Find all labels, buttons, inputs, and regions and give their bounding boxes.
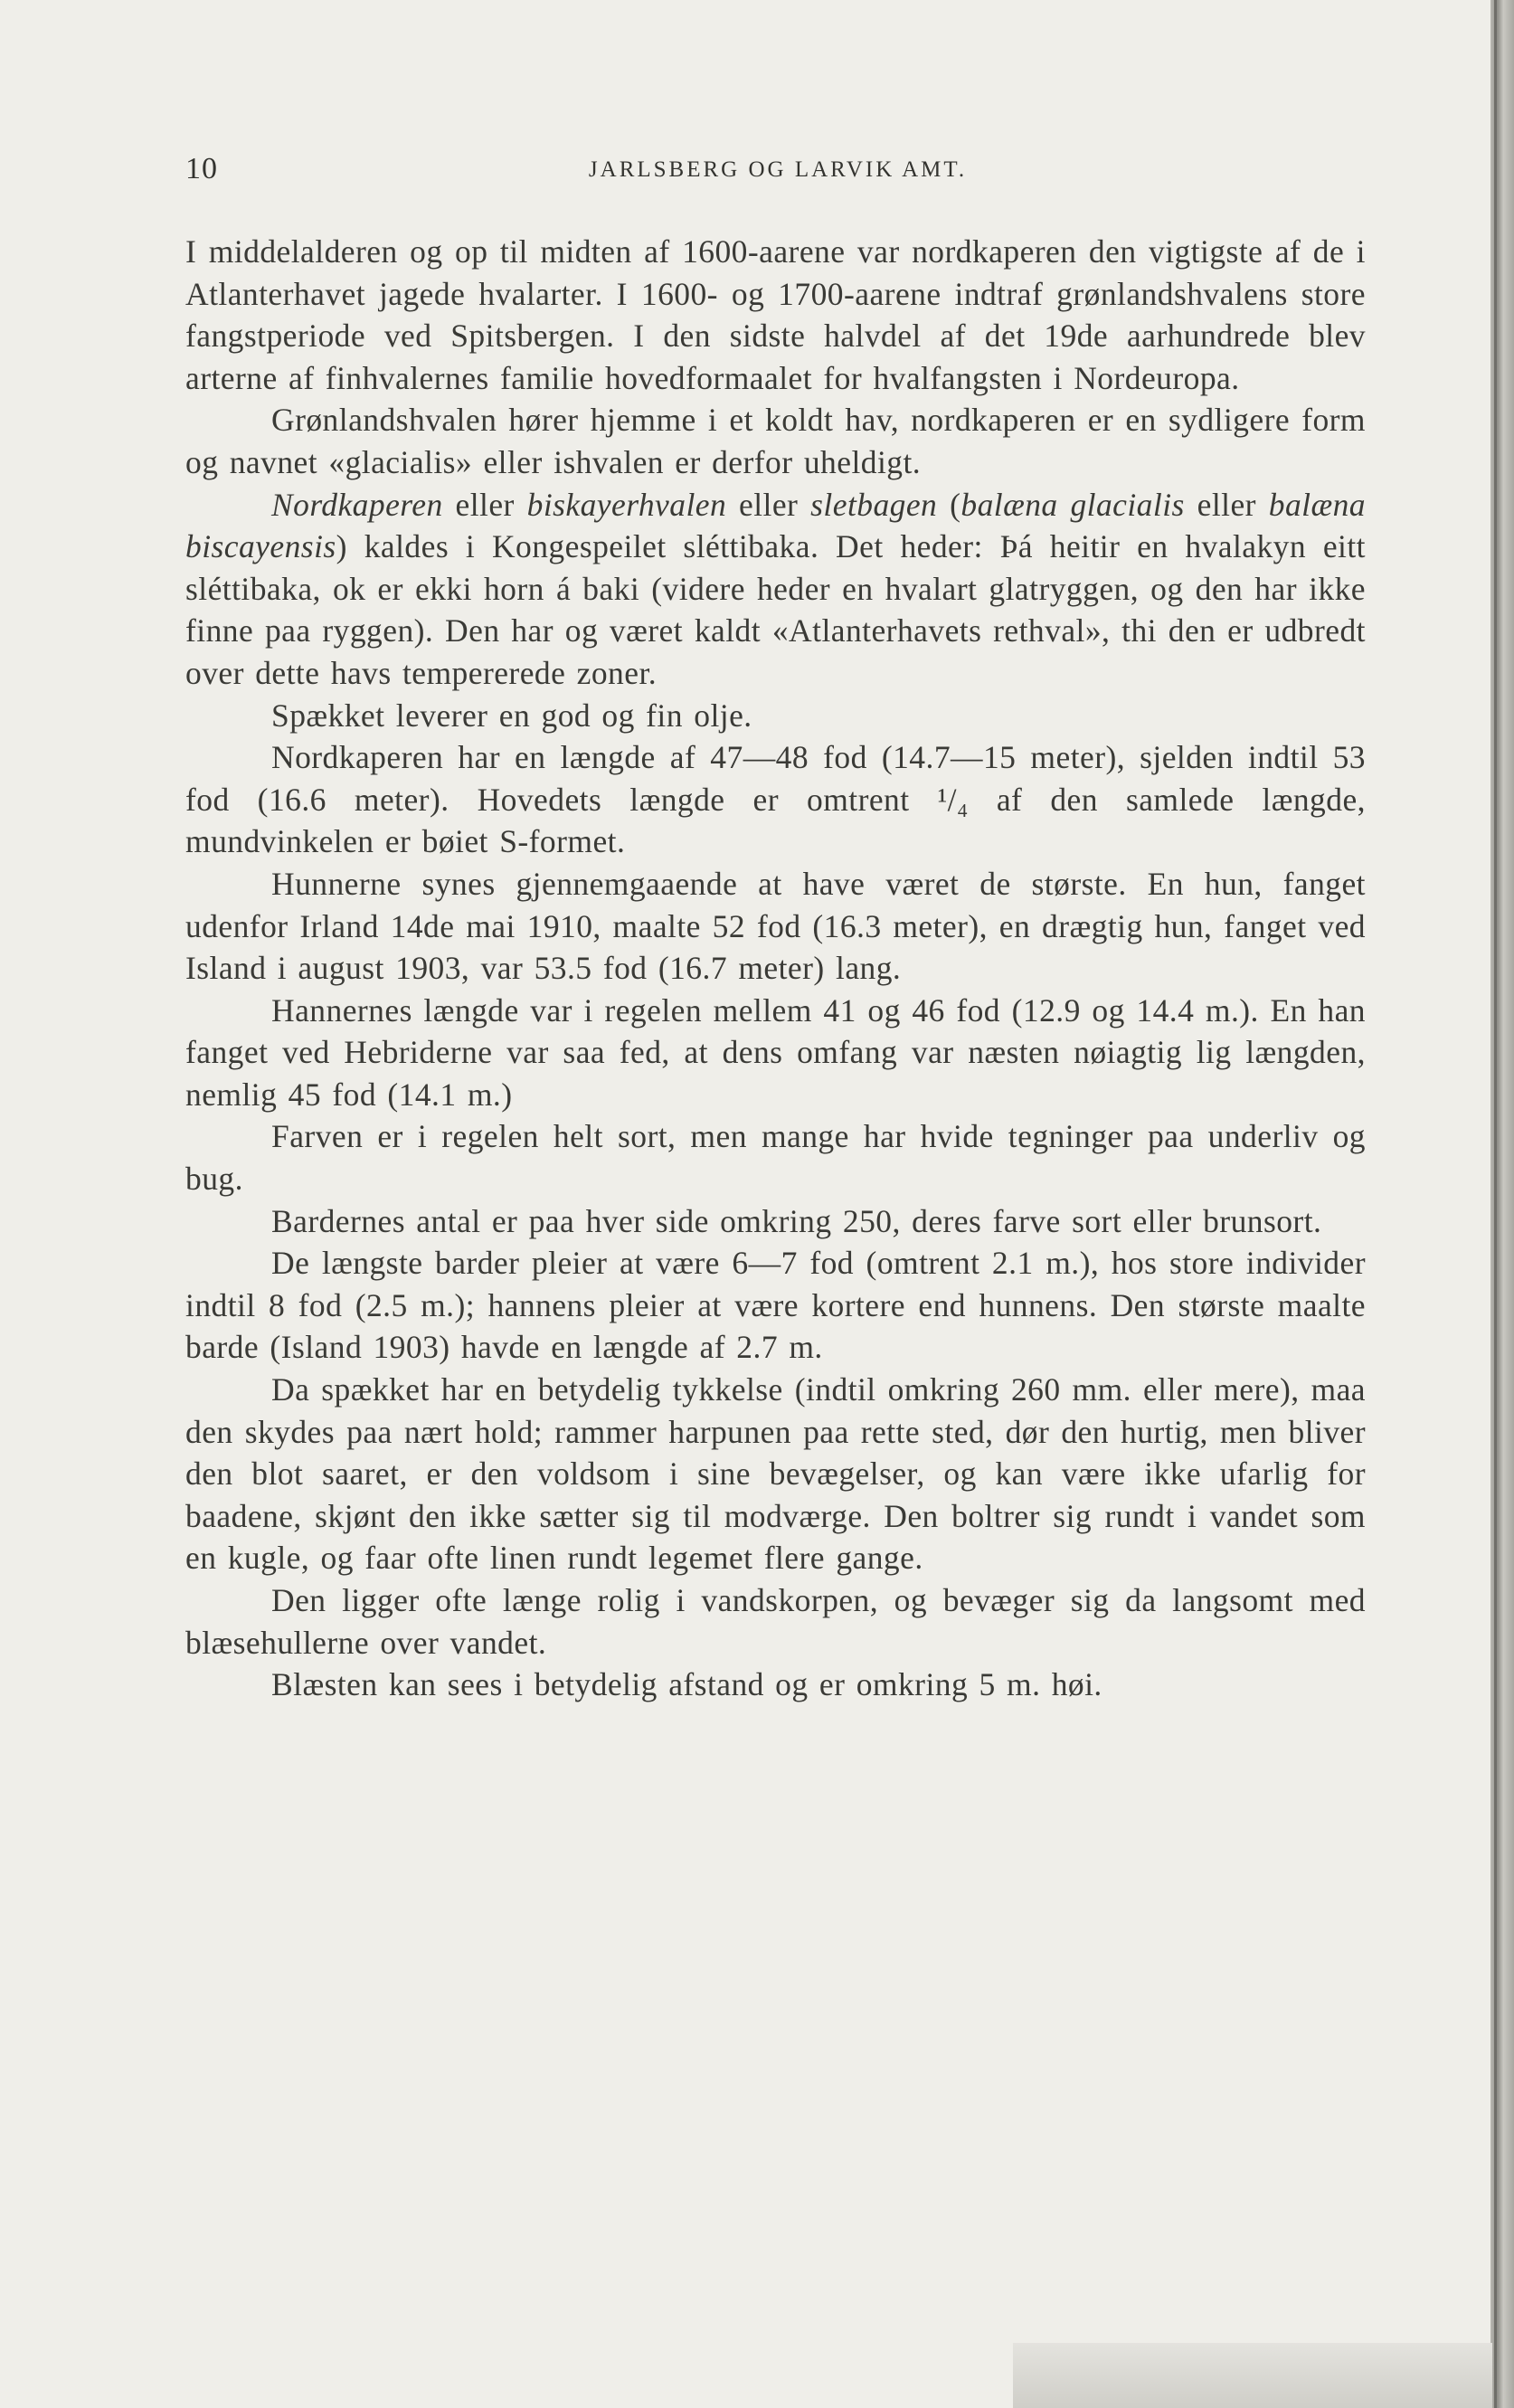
- page-header: [185, 152, 1370, 197]
- species-name-nordkaperen: Nordkaperen: [271, 486, 443, 523]
- paragraph-5: Nordkaperen har en længde af 47—48 fod (14.7—15 meter), sjelden indtil 53 fod (16.6 meter). Hovedets længde er omtrent ¹/₄ af den samlede længde, mundvinkelen er bøiet S-formet.: [185, 739, 1366, 860]
- paragraph-1: I middelalderen og op til midten af 1600-aarene var nordkaperen den vigtigste af de i Atlanterhavet jagede hvalarter. I 1600- og 1700-aarene indtraf grønlandshvalens store fangstperiode ved Spitsbergen. I den sidste halvdel af det 19de aarhundrede blev arterne af finhvalernes familie hovedformaalet for hvalfangsten i Nordeuropa.: [185, 233, 1366, 396]
- paragraph-12: Den ligger ofte længe rolig i vandskorpen, og bevæger sig da langsomt med blæsehullerne over vandet.: [185, 1582, 1366, 1661]
- species-name-biskayerhvalen: biskayerhvalen: [526, 486, 727, 523]
- running-head: JARLSBERG OG LARVIK AMT.: [588, 157, 968, 182]
- paragraph-4: Spækket leverer en god og fin olje.: [271, 697, 752, 734]
- paragraph-6: Hunnerne synes gjennemgaaende at have været de største. En hun, fanget udenfor Irland 14de mai 1910, maalte 52 fod (16.3 meter), en drægtig hun, fanget ved Island i august 1903, var 53.5 fod (16.7 meter) lang.: [185, 865, 1366, 987]
- paragraph-11: Da spækket har en betydelig tykkelse (indtil omkring 260 mm. eller mere), maa den skydes paa nært hold; rammer harpunen paa rette sted, dør den hurtig, men bliver den blot saaret, er den voldsom i sine bevægelser, og kan være ikke ufarlig for baadene, skjønt den ikke sætter sig til modværge. Den boltrer sig rundt i vandet som en kugle, og faar ofte linen rundt legemet flere gange.: [185, 1371, 1366, 1577]
- page-number: 10: [185, 152, 218, 185]
- paragraph-13: Blæsten kan sees i betydelig afstand og er omkring 5 m. høi.: [271, 1666, 1102, 1703]
- latin-name-biscayensis: balæna biscayensis: [185, 486, 1366, 565]
- paragraph-8: Farven er i regelen helt sort, men mange har hvide tegninger paa underliv og bug.: [185, 1118, 1366, 1198]
- latin-name-glacialis: balæna glacialis: [960, 486, 1185, 523]
- body-text: [185, 231, 1366, 1706]
- species-name-sletbagen: sletbagen: [810, 486, 938, 523]
- paragraph-9: Bardernes antal er paa hver side omkring 250, deres farve sort eller brunsort.: [271, 1202, 1322, 1239]
- page-fold-shadow: [1013, 2343, 1492, 2408]
- paragraph-2: Grønlandshvalen hører hjemme i et koldt hav, nordkaperen er en sydligere form og navnet «glacialis» eller ishvalen er derfor uheldigt.: [185, 402, 1366, 480]
- paragraph-7: Hannernes længde var i regelen mellem 41 og 46 fod (12.9 og 14.4 m.). En han fanget ved Hebriderne var saa fed, at dens omfang var næsten nøiagtig lig længden, nemlig 45 fod (14.1 m.): [185, 991, 1366, 1113]
- paragraph-10: De længste barder pleier at være 6—7 fod (omtrent 2.1 m.), hos store individer indtil 8 fod (2.5 m.); hannens pleier at være kortere end hunnens. Den største maalte barde (Island 1903) havde en længde af 2.7 m.: [185, 1245, 1366, 1366]
- page-edge-line: [1494, 0, 1497, 2408]
- paragraph-3: Nordkaperen eller biskayerhvalen eller sletbagen (balæna glacialis eller balæna biscayensis) kaldes i Kongespeilet sléttibaka. Det heder: Þá heitir en hvalakyn eitt sléttibaka, ok er ekki horn á baki (videre heder en hvalart glatryggen, og den har ikke finne paa ryggen). Den har og været kaldt «Atlanterhavets rethval», thi den er udbredt over dette havs tempererede zoner.: [185, 486, 1366, 691]
